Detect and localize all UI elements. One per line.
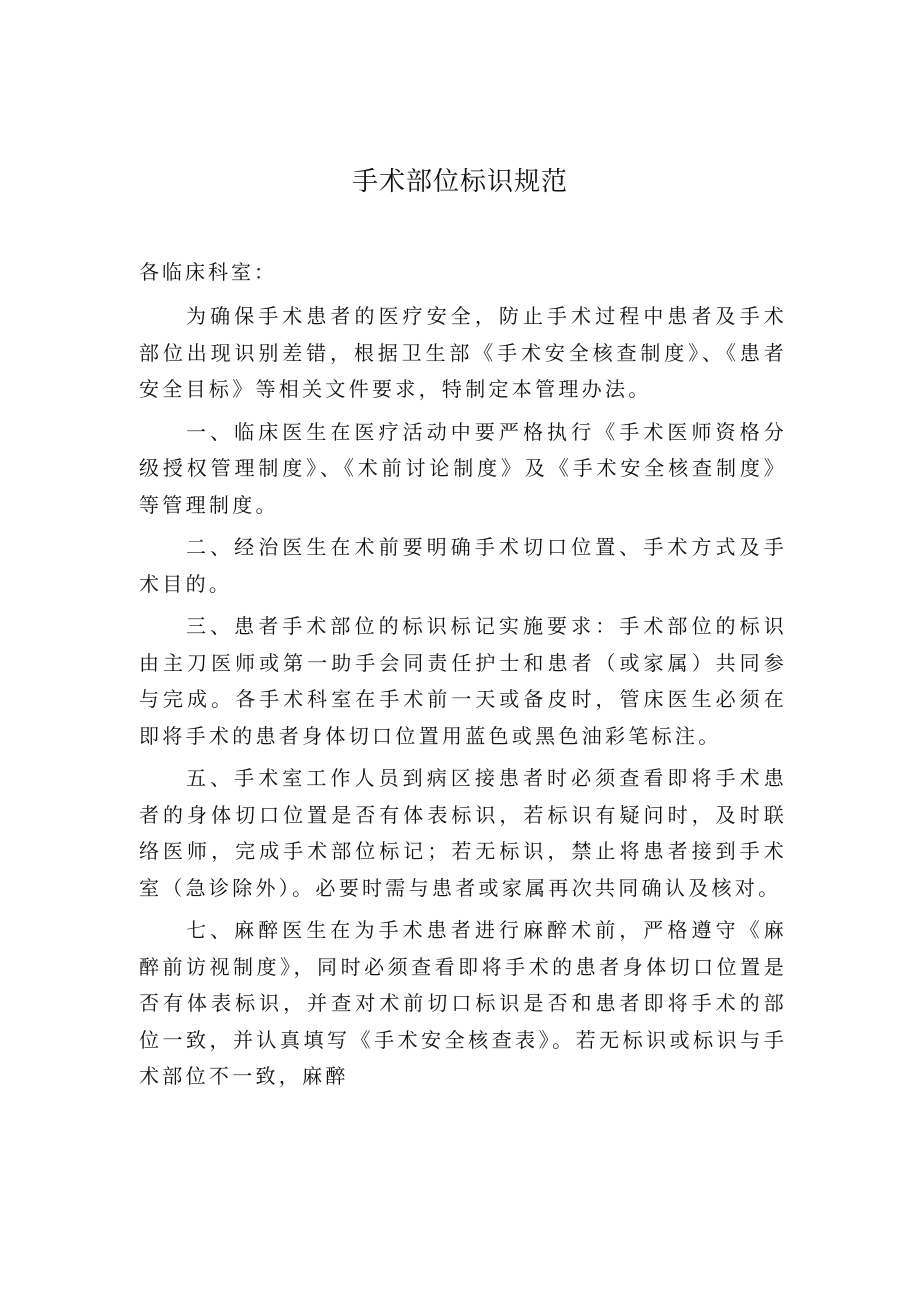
paragraph-item-2: 二、经治医生在术前要明确手术切口位置、手术方式及手术目的。 xyxy=(139,535,787,596)
paragraph-intro: 为确保手术患者的医疗安全，防止手术过程中患者及手术部位出现识别差错，根据卫生部《手术安全核查制度》、《患者安全目标》等相关文件要求，特制定本管理办法。 xyxy=(139,304,787,401)
document-title: 手术部位标识规范 xyxy=(351,167,568,197)
paragraph-item-7: 七、麻醉医生在为手术患者进行麻醉术前，严格遵守《麻醉前访视制度》，同时必须查看即将手术的患者身体切口位置是否有体表标识，并查对术前切口标识是否和患者即将手术的部位一致，并认真填写《手术安全核查表》。若无标识或标识与手术部位不一致，麻醉 xyxy=(139,918,787,1088)
salutation: 各临床科室： xyxy=(139,260,277,284)
paragraph-item-5: 五、手术室工作人员到病区接患者时必须查看即将手术患者的身体切口位置是否有体表标识，若标识有疑问时，及时联络医师，完成手术部位标记；若无标识，禁止将患者接到手术室（急诊除外）。必要时需与患者或家属再次共同确认及核对。 xyxy=(139,766,787,900)
document-body xyxy=(139,298,787,1101)
paragraph-item-3: 三、患者手术部位的标识标记实施要求：手术部位的标识由主刀医师或第一助手会同责任护士和患者（或家属）共同参与完成。各手术科室在手术前一天或备皮时，管床医生必须在即将手术的患者身体切口位置用蓝色或黑色油彩笔标注。 xyxy=(139,614,787,748)
paragraph-item-1: 一、临床医生在医疗活动中要严格执行《手术医师资格分级授权管理制度》、《术前讨论制度》及《手术安全核查制度》等管理制度。 xyxy=(139,419,787,517)
